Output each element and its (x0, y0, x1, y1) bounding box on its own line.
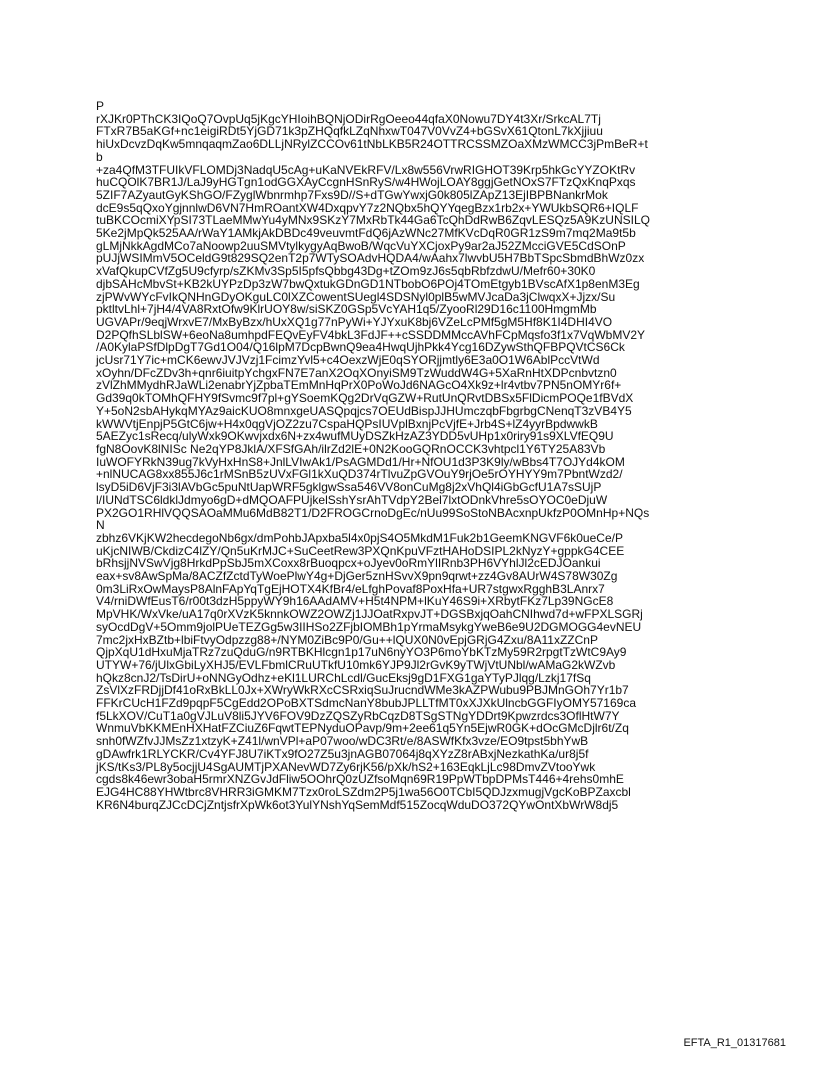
text-line: IuWOFYRkN39ug7kVyHxHnS8+JnlLVIwAk1/PsAGMDd1/Hr+NfOU1d3P3K9ly/wBbs4T7OJYd4kOM (96, 454, 625, 469)
text-line: KR6N4burqZJCcDCjZntjsfrXpWk6ot3YulYNshYqSemMdf515ZocqWduDO372QYwOntXbWrW8dj5 (96, 797, 619, 812)
text-line: bRhsjjNVSwVjg8HrkdPpSbJ5mXCoxx8rBuoqpcx+oJyev0oRmYlIRnb3PH6VYhlJl2cEDJOankui (96, 556, 601, 571)
text-line: cgds8k46ewr3obaH5rmrXNZGvJdFliw5OOhrQ0zUZfsoMqn69R19PpWTbpDPMsT446+4rehs0mhE (96, 772, 624, 787)
text-line: dcE9s5qQxoYgjnnlwD6VN7HmROantXW4DxqpvY7z2NQbx5hQYYqegBzx1rb2x+YWUkbSQR6+IQLF (96, 200, 639, 215)
text-line: 5Ke2jMpQk525AA/rWaY1AMkjAkDBDc49veuvmtFdQ6jAzWNc27MfKVcDqR0GR1zS9m7mq2Ma9t5b (96, 226, 636, 241)
text-line: pktltvLhl+7jH4/4VA8RxtOfw9KlrUOY8w/siSKZ0GSp5VcYAH1q5/ZyooRl29D16c1100HmgmMb (96, 302, 597, 317)
text-line: snh0fWZfvJJMsZz1xtzyK+Z41l/wnVPl+aP07woo/wDC3Rt/e/8ASWfKfx3vze/EO9tpst5bhYwB (96, 734, 589, 749)
text-line: uKjcNIWB/CkdizC4lZY/Qn5uKrMJC+SuCeetRew3PXQnKpuVFztHAHoDSIPL2kNyzY+gppkG4CEE (96, 543, 625, 558)
text-line: 5AEZyc1sRecq/ulyWxk9OKwvjxdx6N+zx4wufMUyDSZkHzAZ3YDD5vUHp1x0riry91s9XLVfEQ9U (96, 429, 614, 444)
text-line: UGVAPr/9eqjWrxvE7/MxByBzx/hUxXQ1g77nPyWi+YJYxuK8bj6VZeLcPMf5gM5Hf8K1I4DHI4VO (96, 314, 613, 329)
text-line: gDAwfrk1RLYCKR/Cv4YFJ8U7iKTx9fO27Z5u3jnAGB07064j8qXYzZ8rABxjNezkathKa/ur8j5f (96, 746, 589, 761)
text-line: eax+sv8AwSpMa/8ACZfZctdTyWoePlwY4g+DjGer5znHSvvX9pn9qrwt+zz4Gv8AUrW4S78W30Zg (96, 569, 618, 584)
text-line: fgN8OovK8lNISc Ne2qYP8JklA/XFSfGAh/ilrZd2lE+0N2KooGQRnOCCK3vhtpcl1Y6TY25A83Vb (96, 441, 606, 456)
text-line: rXJKr0PThCK3IQoQ7OvpUq5jKgcYHIoihBQNjODirRgOeeo44qfaX0Nowu7DY4t3Xr/SrkcAL7Tj (96, 111, 601, 126)
text-line: b (96, 149, 103, 164)
text-line: Gd39q0kTOMhQFHY9fSvmc9f7pl+gYSoemKQg2DrVqGZW+RutUnQRvtDBSx5FlDicmPOQe1fBVdX (96, 391, 634, 406)
text-line: 7mc2jxHxBZtb+lbiFtvyOdpzzg88+/NYM0ZiBc9P0/Gu++lQUX0N0vEpjGRjG4Zxu/8A11xZZCnP (96, 632, 598, 647)
text-line: 0m3LiRxOwMaysP8AlnFApYqTgEjHOTX4KfBr4/eLfghPovaf8PoxHfa+UR7stgwxRgghB3LAnrx7 (96, 581, 605, 596)
text-line: jcUsr71Y7ic+mCK6ewvJVJVzj1FcimzYvl5+c4OexzWjE0qSYORjjmtly6E3a0O1W6AblPccVtWd (96, 353, 600, 368)
text-line: D2PQfhSLblSW+6eoNa8umhpdFEQvEyFV4bkL3FdJF++cSSDDMMccAVhFCpMqsfo3f1x7VqWbMV2Y (96, 327, 645, 342)
text-line: zVlZhMMydhRJaWLi2enabrYjZpbaTEmMnHqPrX0PoWoJd6NAGcO4Xk9z+lr4vtbv7PN5nOMYr6f+ (96, 378, 622, 393)
text-line: hQkz8cnJ2/TsDirU+oNNGyOdhz+eKl1LURChLcdl/GucEksj9gD1FXG1gaYTyPJlqg/Lzkj17fSq (96, 670, 591, 685)
text-line: N (96, 518, 105, 533)
text-line: 5ZIF7AZyautGyKShGO/FZyglWbnrmhp7Fxs9D//S+dTGwYwxjG0k805lZApZ13EjIBPBNankrMok (96, 187, 608, 202)
text-line: PX2GO1RHlVQQSAOaMMu6MdB82T1/D2FROGCrnoDgEc/nUu99SoStoNBAcxnpUkfzP0OMnHp+NQs (96, 505, 650, 520)
text-line: P (96, 99, 105, 113)
text-line: pUJjWSIMmV5OCeldG9t829SQ2enT2p7WTySOAdvHQDA4/wAahx7lwvbU5H7BbTSpcSbmdBhWz0zx (96, 251, 645, 266)
text-line: hiUxDcvzDqKw5mnqaqmZao6DLLjNRylZCCOv61tNbLKB5R24OTTRCSSMZOaXMzWMCC3jPmBeR+t (96, 137, 648, 152)
text-line: syOcdDgV+5Omm9jolPUeTEZGg5w3IIHSo2ZFjbIOMBh1pYrmaMsykgYweB6e9U2DGMOGG4evNEU (96, 619, 642, 634)
text-line: tuBKCOcmiXYpSI73TLaeMMwYu4yMNx9SKzY7MxRbTk44Ga6TcQhDdRwB6ZqvLESQz5A9KzUNSILQ (96, 213, 650, 228)
text-line: lsyD5iD6VjF3i3lAVbGc5puNtUapWRF5gklgwSsa546VV8onCuMg8j2xVhQl4iGbGcfU1A7sSUjP (96, 480, 602, 495)
text-line: UTYW+76/jUlxGbiLyXHJ5/EVLFbmlCRuUTkfU10mk6YJP9Jl2rGvK9yTWjVtUNbl/wAMaG2kWZvb (96, 657, 616, 672)
text-line: Y+5oN2sbAHykqMYAz9aicKUO8mnxgeUASQpqjcs7OEUdBispJJHUmczqbFbgrbgCNenqT3zVB4Y5 (96, 403, 632, 418)
text-line: xOyhn/DFcZDv3h+qnr6iuitpYchgxFN7E7anX2OqXOnyiSM9TzWuddW4G+5XaRnHtXDPcnbvtzn0 (96, 365, 617, 380)
text-line: huCQOlK7BR1J/LaJ9yHGTgn1odGGXAyCcgnHSnRyS/w4HWojLOAY8ggjGetNOxS7FTzQxKnqPxqs (96, 175, 636, 190)
text-line: jKS/tKs3/PL8y5ocjjU4SgAUMTjPXANevWD7Zy6rjK56/pXk/hS2+163EqkLjLc98DmvZVtooYwk (96, 759, 596, 774)
text-line: +za4QfM3TFUIkVFLOMDj3NadqU5cAg+uKaNVEkRFV/Lx8w556VrwRIGHOT39Krp5hkGcYYZOKtRv (96, 162, 636, 177)
text-line: FTxR7B5aKGf+nc1eigiRDt5YjGD71k3pZHQqfkLZqNhxwT047V0VvZ4+bGSvX61QtonL7kXjjiuu (96, 124, 603, 139)
text-line: /A0KylaPSfDlpDgT7Gd1O04/Q16lpM7DcpBwnQ9ea4HwqUjhPkk4Ycg16DZywSthQFBPQVtCS6Ck (96, 340, 625, 355)
text-line: WnmuVbKKMEnHXHatFZCiuZ6FqwtTEPNyduOPavp/9m+2ee61q5Yn5EjwR0GK+dOcGMcDjlr6t/Zq (96, 721, 629, 736)
text-line: gLMjNkkAgdMCo7aNoowp2uuSMVtylkygyAqBwoB/WqcVuYXCjoxPy9ar2aJ52ZMcciGVE5CdSOnP (96, 238, 626, 253)
text-line: ZsVlXzFRDjjDf41oRxBkLL0Jx+XWryWkRXcCSRxiqSuJrucndWMe3kAZPWubu9PBJMnGOh7Yr1b7 (96, 683, 629, 698)
text-line: FFKrCUcH1FZd9pqpF5CgEdd2OPoBXTSdmcNanY8bubJPLLTfMT0xXJXkUlncbGGFIyOMY57169ca (96, 696, 636, 711)
document-id-footer: EFTA_R1_01317681 (683, 1037, 786, 1049)
text-line: kWWVtjEnpjP5GtC6jw+H4x0qgVjOZ2zu7CspaHQPsIUVplBxnjPcVjfE+Jrb4S+lZ4yyrBpdwwkB (96, 416, 598, 431)
text-line: EJG4HC88YHWtbrc8VHRR3iGMKM7Tzx0roLSZdm2P5j1wa56O0TCbI5QDJzxmugjVgcKoBPZaxcbl (96, 784, 631, 799)
text-line: f5LkXOV/CuT1a0gVJLuV8li5JYV6FOV9DzZQSZyRbCqzD8TSgSTNgYDDrt9Kpwzrdcs3OflHtW7Y (96, 708, 620, 723)
text-line: zbhz6VKjKW2hecdegoNb6gx/dmPohbJApxba5l4x0pjS4O5MkdM1Fuk2b1GeemKNGVF6k0ueCe/P (96, 530, 623, 545)
text-line: l/IUNdTSC6ldklJdmyo6gD+dMQOAFPUjkelSshYsrAhTVdpY2Bel7lxtODnkVhre5sOYOC0eDjuW (96, 492, 608, 507)
text-line: MpVHK/WxVke/uA17q0rXVzK5knnkOWZ2OWZj1JJOatRxpvJT+DGSBxjqOahCNIhwd7d+wFPXLSGRj (96, 607, 643, 622)
text-line: V4/rniDWfEusT6/r00t3dzH5ppyWY9h16AAdAMV+H5t4NPM+lKuY46S9i+XRbytFKz7Lp39NGcE8 (96, 594, 614, 609)
text-line: xVafQkupCVfZg5U9cfyrp/sZKMv3Sp5I5pfsQbbg43Dg+tZOm9zJ6s5qbRbfzdwU/Mefr60+30K0 (96, 264, 596, 279)
text-line: djbSAHcMbvSt+KB2kUYPzDp3zW7bwQxtukGDnGD1NTbobO6POj4TOmEtgyb1BVscAfX1p8enM3Eg (96, 276, 640, 291)
text-line: zjPWvWYcFvIkQNHnGDyOKguLC0lXZCowentSUegl4SDSNyl0plB5wMVJcaDa3jClwqxX+Jjzx/Su (96, 289, 616, 304)
text-line: +nlNUCAG8xx855J6c1rMSnB5zUVxFGl1kXuQD374rTlvuZpGVOuY9rjOe5rOYHYY9m7PbntWzd2/ (96, 467, 623, 482)
text-line: QjpXqU1dHxuMjaTRz7zuQduG/n9RTBKHlcgn1p17uN6nyYO3P6moYbKTzMy59R2rpgtTzWtC9Ay9 (96, 645, 627, 660)
encoded-text-block (96, 100, 746, 811)
